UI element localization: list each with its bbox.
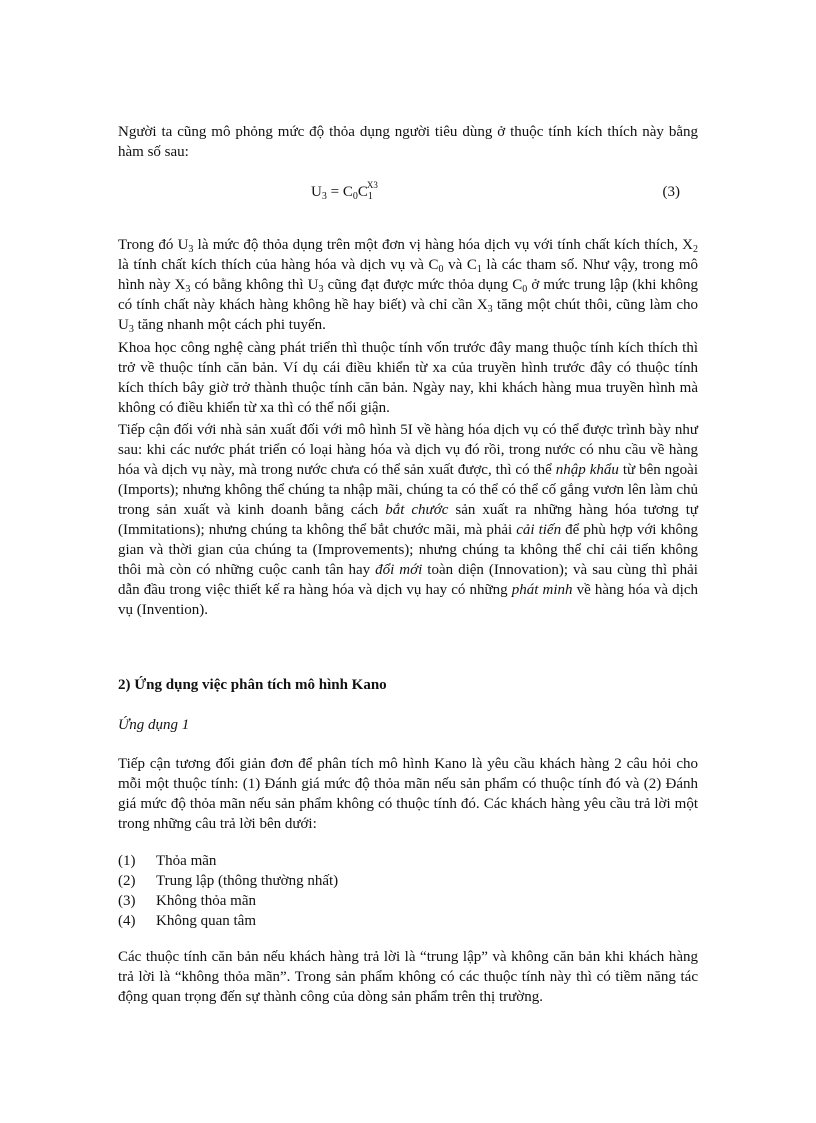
- paragraph-technology: Khoa học công nghệ càng phát triển thì thuộc tính vốn trước đây mang thuộc tính kích thích thì trở về thuộc tính căn bản. Ví dụ cái điều khiển từ xa của truyền hình trước đây có thuộc tính kích thích bây giờ trở thành thuộc tính căn bản. Ngày nay, khi khách hàng mua truyền hình mà không có điều khiển từ xa thì có thể nổi giận.: [118, 340, 698, 416]
- list-item: (4) Không quan tâm: [118, 913, 256, 929]
- list-item: (1) Thỏa mãn: [118, 853, 217, 869]
- eq-c1-group: [357, 180, 378, 205]
- paragraph-definitions: Trong đó $U_3$ là mức độ thỏa dụng trên một đơn vị hàng hóa dịch vụ với tính chất kích thích, $X_2$ là tính chất kích thích của hàng hóa và dịch vụ và $C_0$ và $C_1$ là các tham số. Như vậy, trong mô hình này $X_3$ có bằng không thì $U_3$ cũng đạt được mức thỏa dụng $C_0$ ở mức trung lập (khi không có tính chất này khách hàng không hề hay biết) và chỉ cần $X_3$ tăng một chút thôi, cũng làm cho $U_3$ tăng nhanh một cách phi tuyến.: [118, 237, 698, 335]
- eq-c0: C: [342, 184, 353, 200]
- eq-c1-sup: X3: [366, 180, 378, 190]
- eq-c1: C: [357, 184, 368, 200]
- eq-c1-sub: 1: [367, 191, 373, 202]
- list-item: (3) Không thỏa mãn: [118, 893, 256, 909]
- eq-c0-sub: 0: [352, 191, 358, 202]
- eq-equals: =: [326, 184, 343, 200]
- equation-number: (3): [662, 184, 680, 200]
- subsection-heading: Ứng dụng 1: [118, 717, 190, 733]
- paragraph-5i-model: Tiếp cận đối với nhà sản xuất đối với mô hình 5I về hàng hóa dịch vụ có thể được trình bày như sau: khi các nước phát triển có loại hàng hóa và dịch vụ đó rồi, trong nước có nhu cầu về hàng hóa và dịch vụ này, mà trong nước chưa có thể sản xuất được, thì có thể nhập khẩu từ bên ngoài (Imports); nhưng không thể chúng ta nhập mãi, chúng ta có thể có thể cố gắng vươn lên làm chủ trong sản xuất và kinh doanh bằng cách bắt chước sản xuất ra những hàng hóa tương tự (Immitations); nhưng chúng ta không thể bắt chước mãi, mà phải cải tiến để phù hợp với không gian và thời gian của chúng ta (Improvements); nhưng chúng ta không thể chỉ cải tiến không thôi mà còn có những cuộc canh tân hay đổi mới toàn diện (Innovation); và sau cùng thì phải dẫn đầu trong việc thiết kế ra hàng hóa và dịch vụ hay có những phát minh về hàng hóa và dịch vụ (Invention).: [118, 422, 699, 618]
- eq-lhs: U: [311, 184, 322, 200]
- answer-options-list: [118, 851, 338, 931]
- paragraph-basic-attributes: Các thuộc tính căn bản nếu khách hàng trả lời là “trung lập” và không căn bản khi khách hàng trả lời là “không thỏa mãn”. Trong sản phẩm không có các thuộc tính này thì có tiềm năng tác động quan trọng đến sự thành công của dòng sản phẩm trên thị trường.: [118, 949, 698, 1005]
- eq-lhs-sub: 3: [321, 191, 327, 202]
- equation-3: [118, 181, 698, 203]
- equation-formula: [311, 180, 378, 205]
- paragraph-kano-approach: Tiếp cận tương đối giản đơn để phân tích mô hình Kano là yêu cầu khách hàng 2 câu hỏi cho mỗi một thuộc tính: (1) Đánh giá mức độ thỏa mãn nếu sản phẩm có thuộc tính đó và (2) Đánh giá mức độ thỏa mãn nếu sản phẩm không có thuộc tính đó. Các khách hàng yêu cầu trả lời một trong những câu trả lời bên dưới:: [118, 756, 698, 832]
- list-item: (2) Trung lập (thông thường nhất): [118, 873, 339, 889]
- paragraph-utility-intro: Người ta cũng mô phỏng mức độ thỏa dụng người tiêu dùng ở thuộc tính kích thích này bằng hàm số sau:: [118, 124, 698, 160]
- section-heading: 2) Ứng dụng việc phân tích mô hình Kano: [118, 677, 387, 693]
